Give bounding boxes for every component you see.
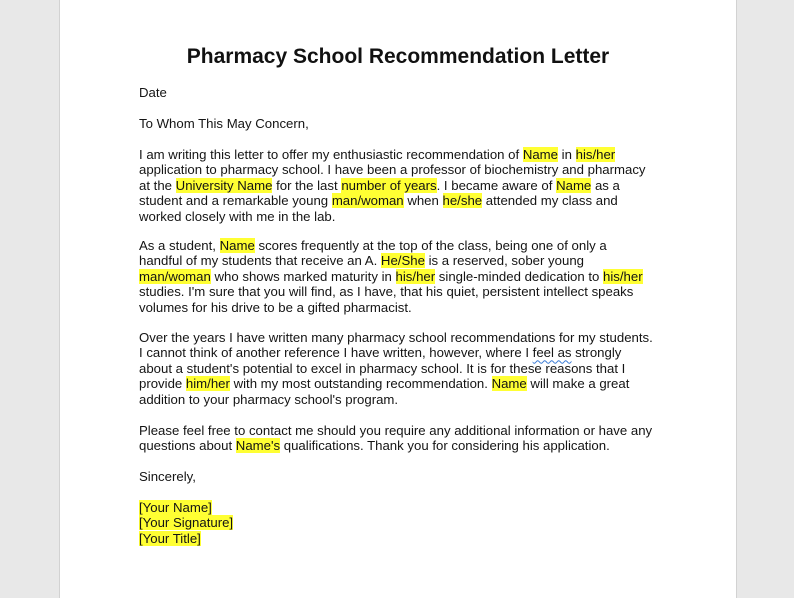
placeholder-highlight: University Name [175, 177, 273, 193]
text-line [139, 423, 699, 438]
text-run: I am writing this letter to offer my enthusiastic recommendation of [139, 147, 523, 162]
text-run: . I became aware of [436, 177, 557, 193]
paragraph-2 [139, 238, 699, 315]
text-line [139, 178, 699, 193]
text-line [139, 284, 699, 299]
text-run: single-minded dedication to [435, 268, 604, 284]
date-line: Date [139, 85, 167, 100]
text-run: worked closely with me in the lab. [139, 208, 336, 224]
text-line [139, 438, 699, 453]
closing: Sincerely, [139, 469, 196, 484]
text-run: application to pharmacy school. I have been a professor of biochemistry and pharmacy [139, 162, 646, 178]
text-run: strongly [571, 345, 622, 361]
placeholder-highlight: he/she [442, 193, 483, 209]
text-run: addition to your pharmacy school's program. [139, 391, 399, 407]
text-run: I cannot think of another reference I have written, however, where I [139, 345, 533, 361]
text-run: handful of my students that receive an A. [139, 253, 381, 269]
text-run: is a reserved, sober young [424, 253, 584, 269]
placeholder-highlight: Name [219, 238, 255, 253]
text-line [139, 253, 699, 268]
text-line [139, 147, 699, 162]
text-run: scores frequently at the top of the class, being one of only a [254, 238, 607, 253]
placeholder-highlight: Name's [235, 438, 281, 454]
text-run: in [558, 147, 576, 162]
placeholder-highlight: He/She [380, 253, 425, 269]
text-line [139, 209, 699, 224]
text-line [139, 193, 699, 208]
text-line [139, 162, 699, 177]
text-run: Over the years I have written many pharmacy school recommendations for my students. [139, 330, 653, 345]
text-run: for the last [272, 177, 342, 193]
text-run: student and a remarkable young [139, 193, 332, 209]
signature-signature: [Your Signature] [139, 515, 234, 531]
placeholder-highlight: his/her [603, 268, 643, 284]
document-title: Pharmacy School Recommendation Letter [186, 45, 610, 68]
text-run: studies. I'm sure that you will find, as I have, that his quiet, persistent intellect speaks [139, 284, 634, 300]
text-run: provide [139, 376, 186, 392]
placeholder-highlight: man/woman [139, 268, 211, 284]
text-run: Please feel free to contact me should you require any additional information or have any [139, 423, 653, 438]
paragraph-3 [139, 330, 699, 407]
text-run: about a student's potential to excel in pharmacy school. It is for these reasons that I [139, 360, 626, 376]
text-run: who shows marked maturity in [210, 268, 396, 284]
text-run: at the [139, 177, 176, 193]
text-line [139, 300, 699, 315]
text-line [139, 238, 699, 253]
paragraph-4 [139, 423, 699, 454]
text-line [139, 376, 699, 391]
text-run: qualifications. Thank you for considering his application. [280, 438, 610, 454]
placeholder-highlight: his/her [395, 268, 436, 284]
signature-block [139, 500, 699, 546]
text-line [139, 269, 699, 284]
placeholder-highlight: number of years [341, 177, 437, 193]
spellcheck-underline: feel as [532, 345, 572, 361]
text-run: when [403, 193, 443, 209]
placeholder-highlight: his/her [575, 147, 616, 162]
signature-name: [Your Name] [139, 500, 212, 515]
text-run: with my most outstanding recommendation. [229, 376, 492, 392]
placeholder-highlight: him/her [185, 376, 230, 392]
text-line [139, 361, 699, 376]
placeholder-highlight: man/woman [331, 193, 404, 209]
text-run: as a [591, 177, 620, 193]
document-page [59, 0, 737, 598]
text-line [139, 345, 699, 360]
placeholder-highlight: Name [556, 177, 592, 193]
placeholder-highlight: Name [491, 376, 527, 392]
text-line [139, 330, 699, 345]
text-run: volumes for his drive to be a gifted pharmacist. [139, 299, 412, 315]
placeholder-highlight: Name [522, 147, 559, 162]
text-run: questions about [139, 438, 236, 454]
salutation: To Whom This May Concern, [139, 116, 309, 131]
text-run: As a student, [139, 238, 220, 253]
text-run: will make a great [526, 376, 630, 392]
paragraph-1 [139, 147, 699, 224]
text-line [139, 392, 699, 407]
signature-title: [Your Title] [139, 530, 201, 546]
text-run: attended my class and [482, 193, 618, 209]
